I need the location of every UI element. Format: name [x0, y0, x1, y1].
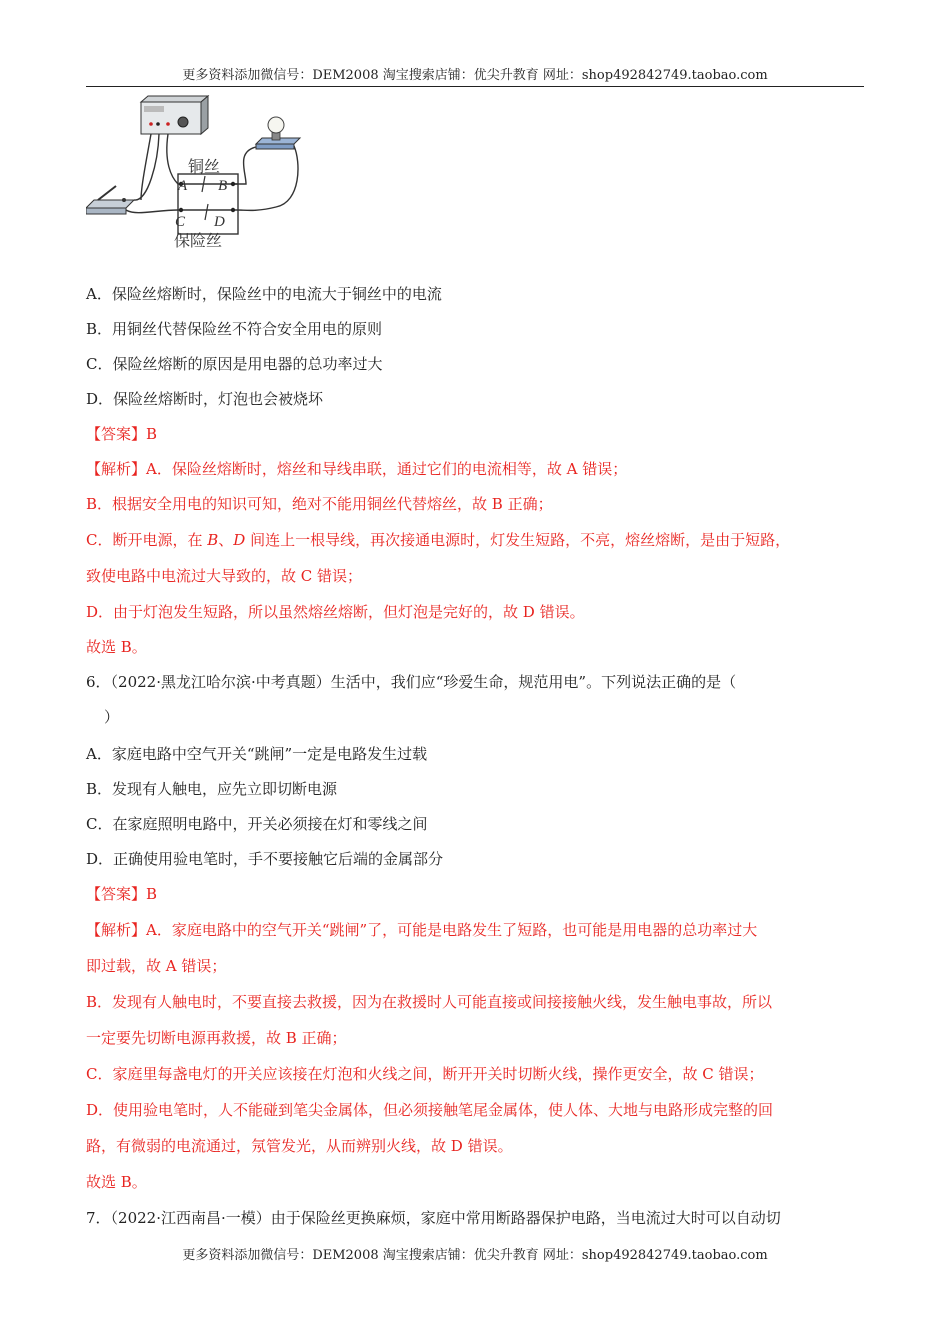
- circuit-diagram: [86, 92, 311, 257]
- analysis-text: A．保险丝熔断时，熔丝和导线串联，通过它们的电流相等，故 A 错误；: [146, 460, 628, 478]
- q6-analysis-a1: [86, 919, 757, 941]
- q5-option-c: C．保险丝熔断的原因是用电器的总功率过大: [86, 355, 383, 373]
- q5-option-b: B．用铜丝代替保险丝不符合安全用电的原则: [86, 320, 383, 338]
- point-b: B: [218, 178, 228, 194]
- point-d-ref: D: [233, 531, 246, 549]
- q6-option-a: A．家庭电路中空气开关“跳闸”一定是电路发生过载: [86, 745, 428, 763]
- q6-option-c: C．在家庭照明电路中，开关必须接在灯和零线之间: [86, 815, 428, 833]
- analysis-text: C．断开电源，在: [86, 531, 208, 549]
- analysis-tag: 【解析】: [86, 921, 147, 939]
- label-copper: 铜丝: [188, 159, 221, 176]
- q5-option-a: A．保险丝熔断时，保险丝中的电流大于铜丝中的电流: [86, 285, 442, 303]
- q5-conclusion: 故选 B。: [86, 638, 147, 656]
- q6-analysis-d2: 路，有微弱的电流通过，氖管发光，从而辨别火线，故 D 错误。: [86, 1137, 513, 1155]
- bulb-icon: [256, 117, 300, 149]
- q6-analysis-a2: 即过载，故 A 错误；: [86, 957, 227, 975]
- q5-analysis-b: B．根据安全用电的知识可知，绝对不能用铜丝代替熔丝，故 B 正确；: [86, 495, 553, 513]
- point-d: D: [214, 214, 225, 230]
- q6-stem-line2: ）: [104, 708, 120, 726]
- analysis-text: 间连上一根导线，再次接通电源时，灯发生短路，不亮，熔丝熔断，是由于短路，: [245, 531, 791, 549]
- q6-option-b: B．发现有人触电，应先立即切断电源: [86, 780, 338, 798]
- q6-analysis-b2: 一定要先切断电源再救援，故 B 正确；: [86, 1029, 347, 1047]
- q7-stem-line1: 7．（2022·江西南昌·一模）由于保险丝更换麻烦，家庭中常用断路器保护电路，当电流过大时可以自动切: [86, 1209, 781, 1227]
- point-a: A: [178, 178, 188, 194]
- q5-option-d: D．保险丝熔断时，灯泡也会被烧坏: [86, 390, 324, 408]
- q6-answer: 【答案】B: [86, 885, 158, 903]
- point-c: C: [175, 214, 186, 230]
- page-header: 更多资料添加微信号：DEM2008 淘宝搜索店铺：优尖升教育 网址：shop492842749.taobao.com: [86, 66, 864, 87]
- analysis-text: A．家庭电路中的空气开关“跳闸”了，可能是电路发生了短路，也可能是用电器的总功率过大: [146, 921, 758, 939]
- q6-conclusion: 故选 B。: [86, 1173, 147, 1191]
- page-footer: 更多资料添加微信号：DEM2008 淘宝搜索店铺：优尖升教育 网址：shop492842749.taobao.com: [182, 1248, 768, 1263]
- point-b-ref: B: [207, 531, 219, 549]
- q5-analysis-d: D．由于灯泡发生短路，所以虽然熔丝熔断，但灯泡是完好的，故 D 错误。: [86, 603, 585, 621]
- q6-analysis-b1: B．发现有人触电时，不要直接去救援，因为在救援时人可能直接或间接接触火线，发生触电事故，所以: [86, 993, 773, 1011]
- label-fuse: 保险丝: [174, 233, 223, 250]
- q6-stem-line1: 6．（2022·黑龙江哈尔滨·中考真题）生活中，我们应“珍爱生命，规范用电”。下列说法正确的是（: [86, 673, 737, 691]
- q5-analysis-c2: 致使电路中电流过大导致的，故 C 错误；: [86, 567, 363, 585]
- q6-analysis-d1: D．使用验电笔时，人不能碰到笔尖金属体，但必须接触笔尾金属体，使人体、大地与电路形成完整的回: [86, 1101, 774, 1119]
- q5-answer: 【答案】B: [86, 425, 158, 443]
- power-supply-icon: [141, 96, 208, 134]
- separator: 、: [218, 531, 234, 549]
- q6-analysis-c: C．家庭里每盏电灯的开关应该接在灯泡和火线之间，断开开关时切断火线，操作更安全，故 C 错误；: [86, 1065, 764, 1083]
- q5-analysis-a: [86, 458, 627, 480]
- q6-option-d: D．正确使用验电笔时，手不要接触它后端的金属部分: [86, 850, 444, 868]
- q5-analysis-c1: [86, 529, 790, 551]
- analysis-tag: 【解析】: [86, 460, 147, 478]
